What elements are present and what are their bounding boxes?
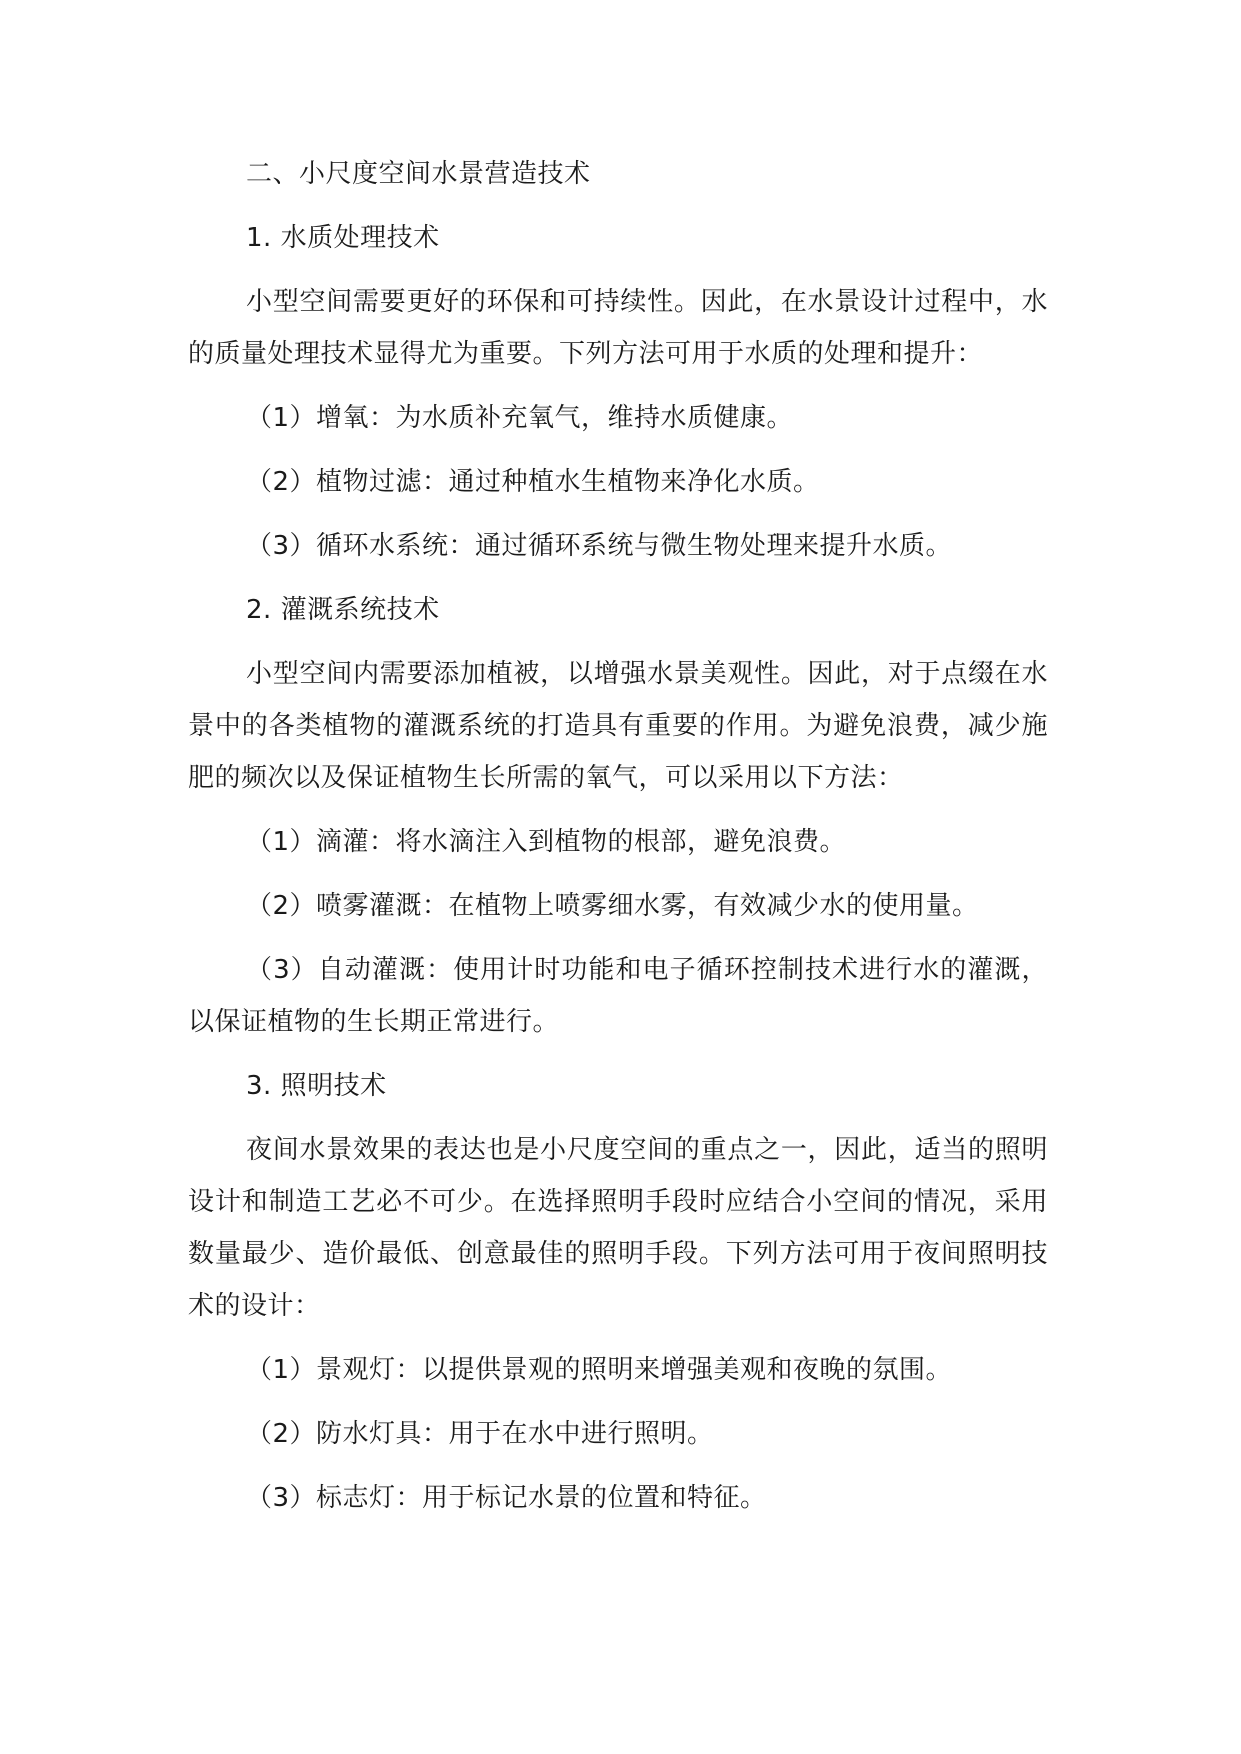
- document-body: [188, 148, 1048, 1524]
- list-item: （1）增氧：为水质补充氧气，维持水质健康。: [246, 403, 794, 433]
- heading-water-quality: 1. 水质处理技术: [246, 223, 440, 253]
- list-item: （3）循环水系统：通过循环系统与微生物处理来提升水质。: [246, 531, 953, 561]
- list-item: （3）标志灯：用于标记水景的位置和特征。: [246, 1483, 767, 1513]
- list-item: （2）喷雾灌溉：在植物上喷雾细水雾，有效减少水的使用量。: [246, 891, 979, 921]
- list-item: （3）自动灌溉：使用计时功能和电子循环控制技术进行水的灌溉，以保证植物的生长期正常进行。: [188, 955, 1048, 1037]
- list-item: （2）防水灯具：用于在水中进行照明。: [246, 1419, 714, 1449]
- list-item: （1）景观灯：以提供景观的照明来增强美观和夜晚的氛围。: [246, 1355, 953, 1385]
- paragraph-water-quality: 小型空间需要更好的环保和可持续性。因此，在水景设计过程中，水的质量处理技术显得尤为重要。下列方法可用于水质的处理和提升：: [188, 287, 1048, 369]
- heading-irrigation: 2. 灌溉系统技术: [246, 595, 440, 625]
- list-item: （1）滴灌：将水滴注入到植物的根部，避免浪费。: [246, 827, 847, 857]
- paragraph-irrigation: 小型空间内需要添加植被，以增强水景美观性。因此，对于点缀在水景中的各类植物的灌溉系统的打造具有重要的作用。为避免浪费，减少施肥的频次以及保证植物生长所需的氧气，可以采用以下方法：: [188, 659, 1048, 793]
- list-item: （2）植物过滤：通过种植水生植物来净化水质。: [246, 467, 820, 497]
- heading-lighting: 3. 照明技术: [246, 1071, 387, 1101]
- section-title: 二、小尺度空间水景营造技术: [246, 159, 591, 189]
- paragraph-lighting: 夜间水景效果的表达也是小尺度空间的重点之一，因此，适当的照明设计和制造工艺必不可少。在选择照明手段时应结合小空间的情况，采用数量最少、造价最低、创意最佳的照明手段。下列方法可用于夜间照明技术的设计：: [188, 1135, 1048, 1321]
